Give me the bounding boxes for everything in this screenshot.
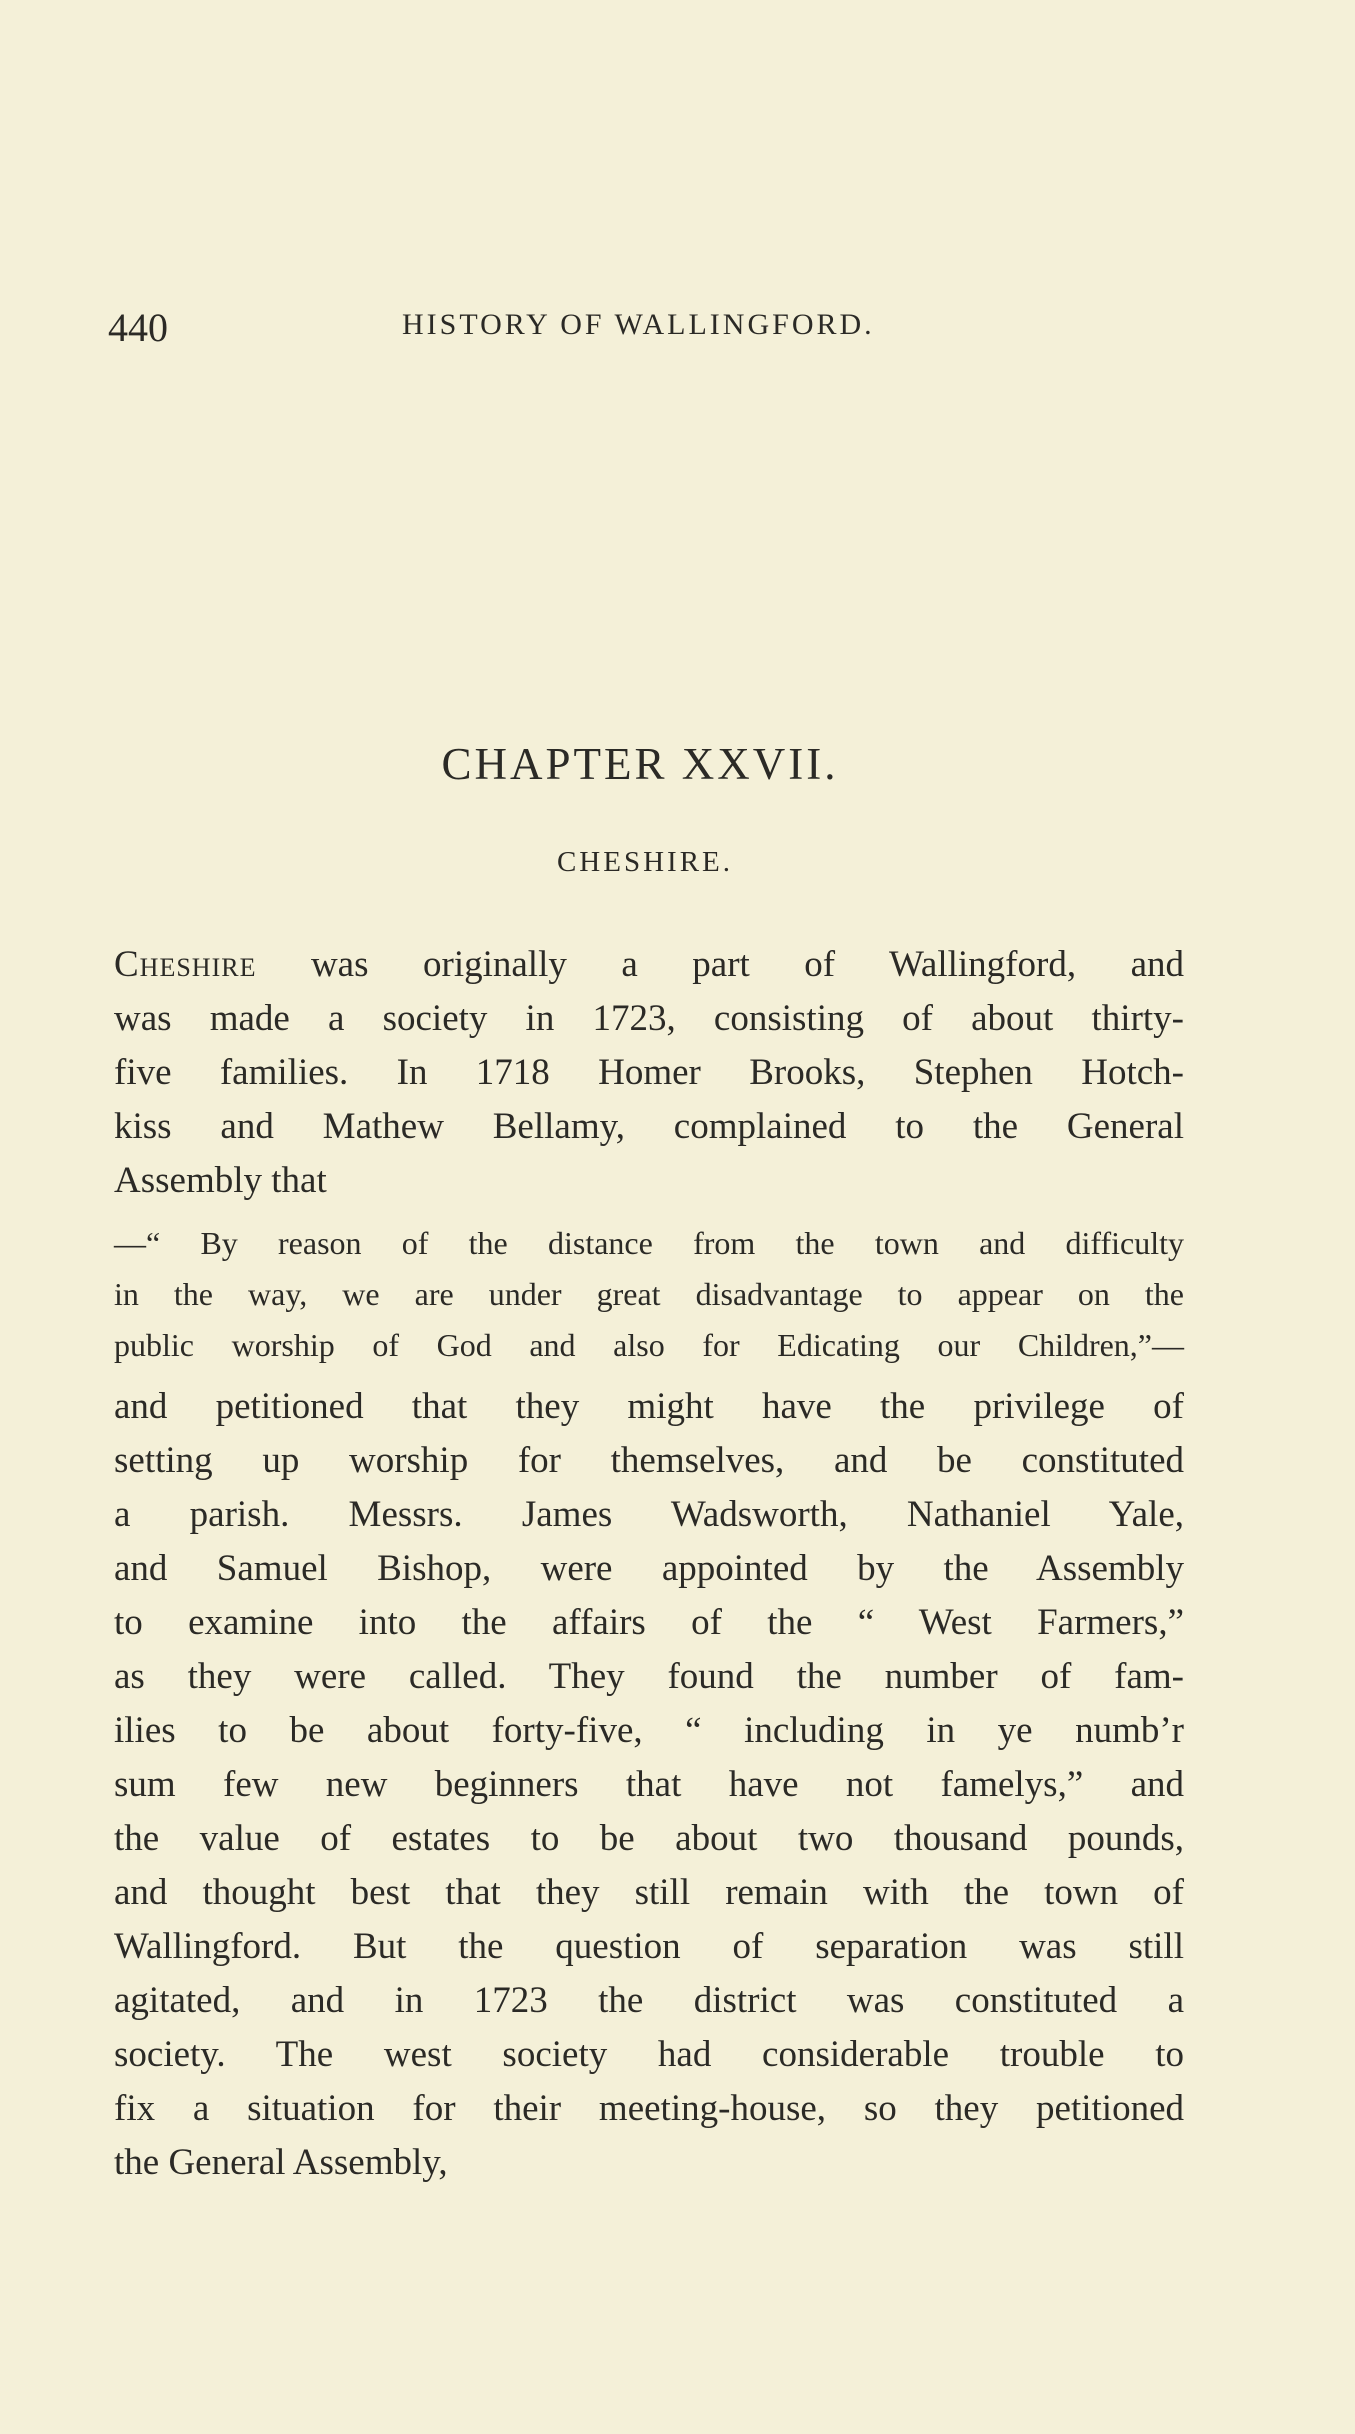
paragraph-1-line-1-rest: was originally a part of Wallingford, and	[256, 944, 1184, 985]
page-number: 440	[108, 305, 168, 350]
paragraph-2-line-7: ilies to be about forty-five, “ including in ye numb’r	[114, 1710, 1184, 1751]
paragraph-2-line-10: and thought best that they still remain with the town of	[114, 1872, 1184, 1913]
quote-line-1: —“ By reason of the distance from the town and difficulty	[114, 1225, 1184, 1261]
paragraph-2-line-3: a parish. Messrs. James Wadsworth, Nathaniel Yale,	[114, 1494, 1184, 1535]
paragraph-1-line-3: five families. In 1718 Homer Brooks, Stephen Hotch-	[114, 1052, 1184, 1093]
chapter-subtitle: CHESHIRE.	[556, 846, 734, 878]
paragraph-1-line-2: was made a society in 1723, consisting of about thirty-	[114, 998, 1184, 1039]
paragraph-1-line-4: kiss and Mathew Bellamy, complained to the General	[114, 1106, 1184, 1147]
paragraph-2-line-1: and petitioned that they might have the privilege of	[114, 1386, 1184, 1427]
chapter-title: CHAPTER XXVII.	[441, 739, 839, 789]
lead-word: Cheshire	[114, 944, 257, 985]
paragraph-2-line-13: society. The west society had considerable trouble to	[114, 2034, 1184, 2075]
paragraph-2-line-15: the General Assembly,	[114, 2142, 448, 2183]
paragraph-2-line-8: sum few new beginners that have not famelys,” and	[114, 1764, 1184, 1805]
running-title: HISTORY OF WALLINGFORD.	[402, 308, 875, 341]
paragraph-1-line-5: Assembly that	[114, 1160, 327, 1201]
paragraph-2-line-9: the value of estates to be about two thousand pounds,	[114, 1818, 1184, 1859]
paragraph-2-line-12: agitated, and in 1723 the district was constituted a	[114, 1980, 1184, 2021]
paragraph-1-line-1	[114, 943, 1184, 986]
quote-line-2: in the way, we are under great disadvantage to appear on the	[114, 1276, 1184, 1312]
paragraph-2-line-2: setting up worship for themselves, and be constituted	[114, 1440, 1184, 1481]
paragraph-2-line-14: fix a situation for their meeting-house, so they petitioned	[114, 2088, 1184, 2129]
paragraph-2-line-6: as they were called. They found the number of fam-	[114, 1656, 1184, 1697]
quote-line-3: public worship of God and also for Edicating our Children,”—	[114, 1327, 1184, 1363]
paragraph-2-line-5: to examine into the affairs of the “ West Farmers,”	[114, 1602, 1184, 1643]
running-head	[0, 300, 1355, 356]
paragraph-2-line-4: and Samuel Bishop, were appointed by the Assembly	[114, 1548, 1184, 1589]
paragraph-2-line-11: Wallingford. But the question of separation was still	[114, 1926, 1184, 1967]
